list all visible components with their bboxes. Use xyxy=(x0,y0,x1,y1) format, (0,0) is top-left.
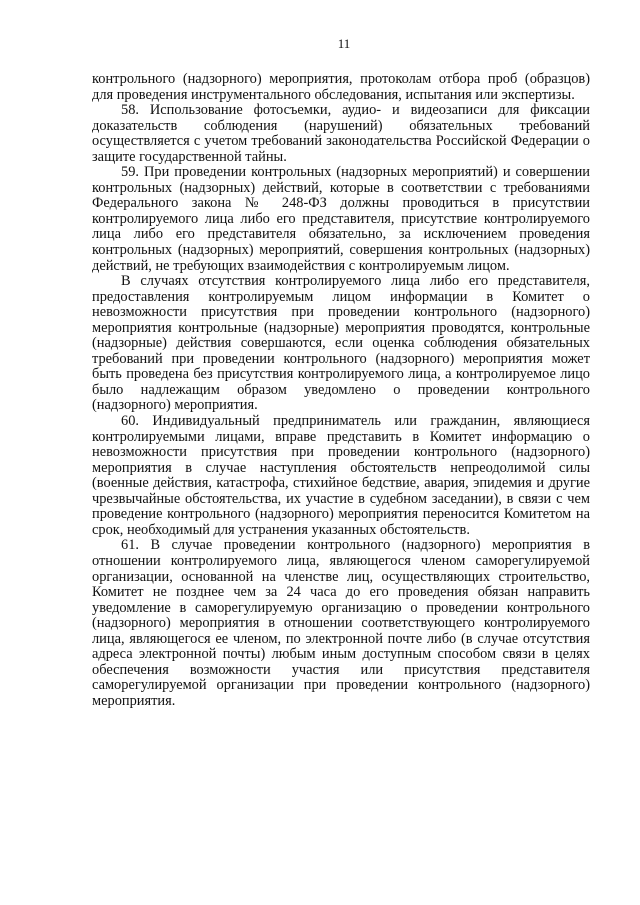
paragraph-59: 59. При проведении контрольных (надзорных мероприятий) и совершении контрольных (надзорных) действий, которые в соответствии с требованиями Федерального закона № 248-ФЗ должны проводиться в присутствии контролируемого лица либо его представителя, присутствие контролируемого лица либо его представителя обязательно, за исключением проведения контрольных (надзорных) мероприятий, совершения контрольных (надзорных) действий, не требующих взаимодействия с контролируемым лицом. xyxy=(92,164,590,274)
paragraph-61: 61. В случае проведении контрольного (надзорного) мероприятия в отношении контролируемого лица, являющегося членом саморегулируемой организации, основанной на членстве лиц, осуществляющих строительство, Комитет не позднее чем за 24 часа до его проведения обязан направить уведомление в саморегулируемую организацию о проведении контрольного (надзорного) мероприятия в отношении соответствующего контролируемого лица, являющегося ее членом, по электронной почте либо (в случае отсутствия адреса электронной почты) любым иным доступным способом связи в целях обеспечения возможности участия или присутствия представителя саморегулируемой организации при проведении контрольного (надзорного) мероприятия. xyxy=(92,537,590,709)
paragraph-58: 58. Использование фотосъемки, аудио- и видеозаписи для фиксации доказательств соблюдения (нарушений) обязательных требований осуществляется с учетом требований законодательства Российской Федерации о защите государственной тайны. xyxy=(92,102,590,165)
paragraph-60: 60. Индивидуальный предприниматель или гражданин, являющиеся контролируемыми лицами, вправе представить в Комитет информацию о невозможности присутствия при проведении контрольного (надзорного) мероприятия в случае наступления обстоятельств непреодолимой силы (военные действия, катастрофа, стихийное бедствие, авария, эпидемия и другие чрезвычайные обстоятельства, их участие в судебном заседании), в связи с чем проведение контрольного (надзорного) мероприятия переносится Комитетом на срок, необходимый для устранения указанных обстоятельств. xyxy=(92,413,590,538)
page-number: 11 xyxy=(337,36,351,51)
paragraph-continuation: контрольного (надзорного) мероприятия, протоколам отбора проб (образцов) для проведения инструментального обследования, испытания или экспертизы. xyxy=(92,71,590,103)
paragraph-59-absence: В случаях отсутствия контролируемого лица либо его представителя, предоставления контролируемым лицом информации в Комитет о невозможности присутствия при проведении контрольного (надзорного) мероприятия контрольные (надзорные) мероприятия проводятся, контрольные (надзорные) действия совершаются, если оценка соблюдения обязательных требований при проведении контрольного (надзорного) мероприятия может быть проведена без присутствия контролируемого лица, а контролируемое лицо было надлежащим образом уведомлено о проведении контрольного (надзорного) мероприятия. xyxy=(92,273,590,414)
